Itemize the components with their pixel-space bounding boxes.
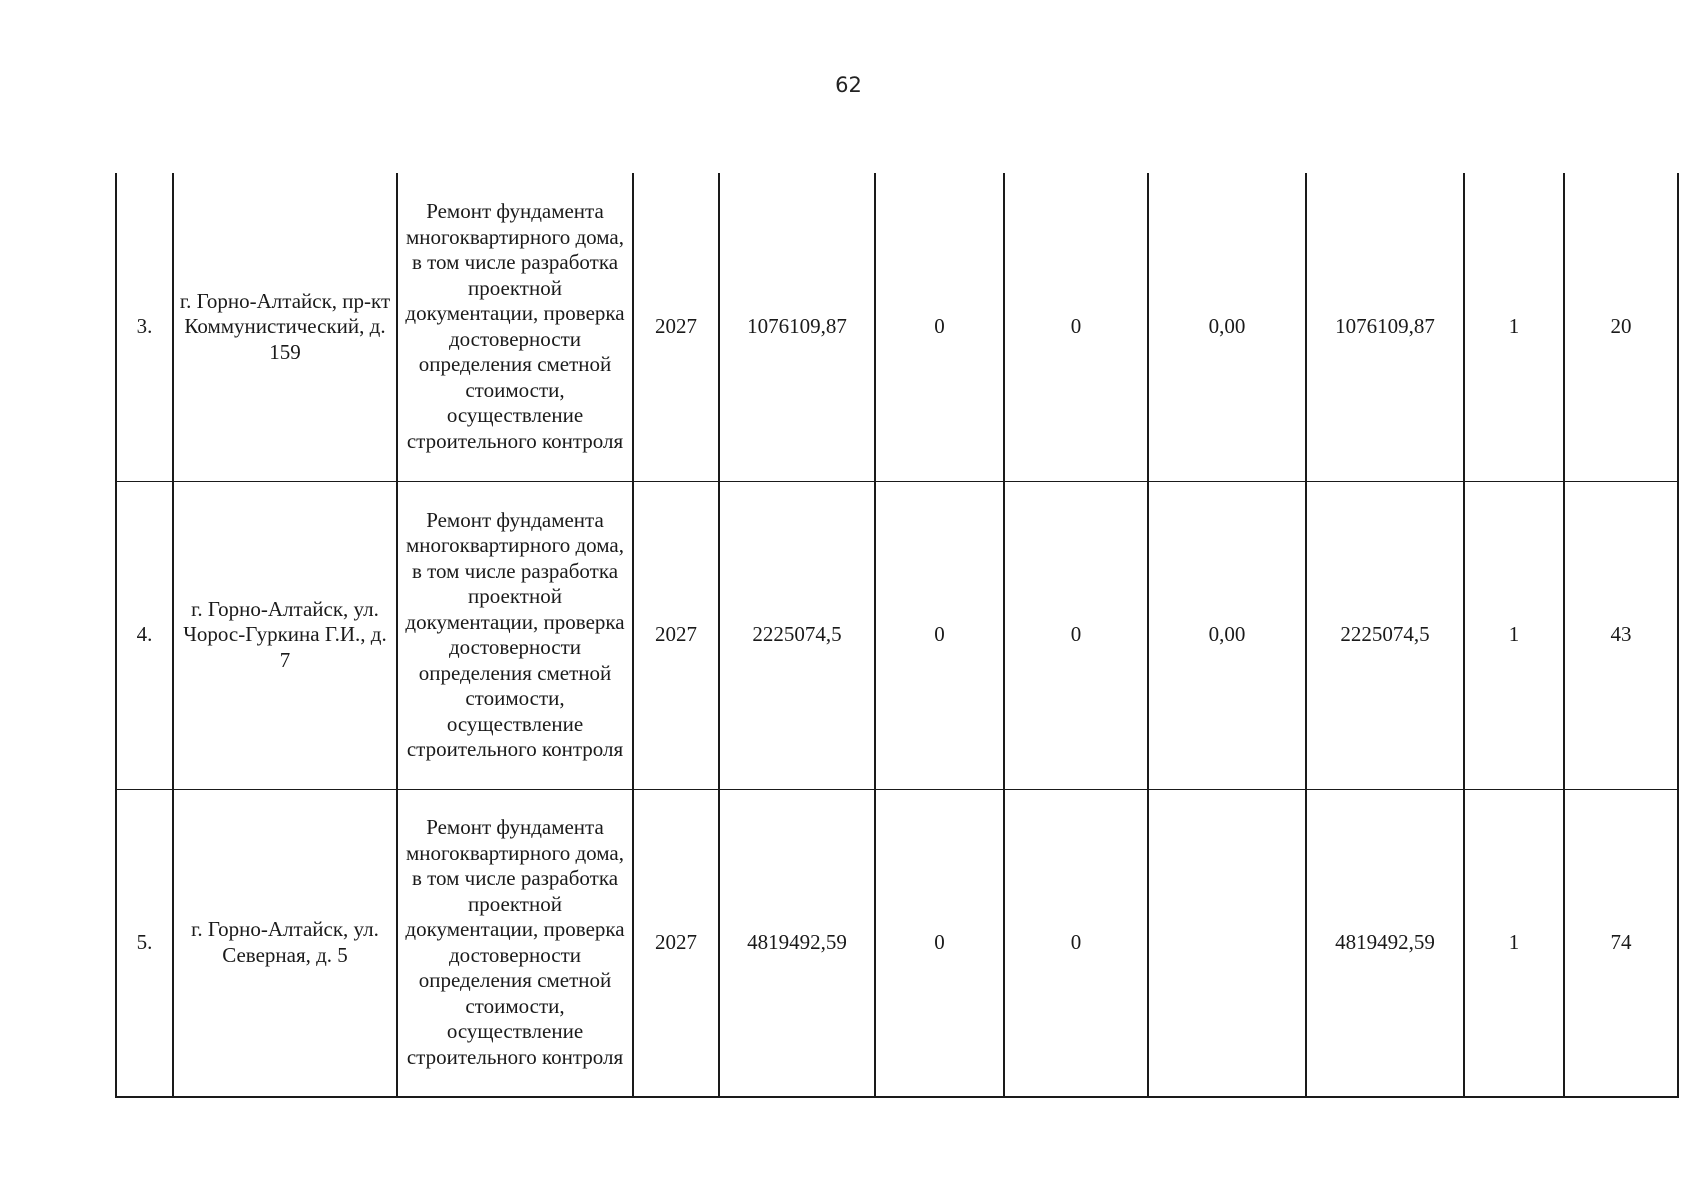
- year-cell: 2027: [633, 173, 719, 481]
- row-number-cell: 4.: [116, 481, 173, 789]
- value-cell: 0: [1004, 481, 1148, 789]
- value-cell: 43: [1564, 481, 1678, 789]
- value-cell: 4819492,59: [1306, 789, 1464, 1097]
- year-cell: 2027: [633, 789, 719, 1097]
- value-cell: 0: [875, 789, 1004, 1097]
- address-cell: г. Горно-Алтайск, ул. Северная, д. 5: [173, 789, 397, 1097]
- value-cell: 0,00: [1148, 173, 1306, 481]
- total-cost-cell: 4819492,59: [719, 789, 875, 1097]
- year-cell: 2027: [633, 481, 719, 789]
- value-cell: 2225074,5: [1306, 481, 1464, 789]
- value-cell: 0: [875, 481, 1004, 789]
- total-cost-cell: 2225074,5: [719, 481, 875, 789]
- value-cell: 0: [875, 173, 1004, 481]
- table-row: [116, 173, 1678, 481]
- table-row: [116, 481, 1678, 789]
- value-cell: 0: [1004, 173, 1148, 481]
- value-cell: 0: [1004, 789, 1148, 1097]
- address-cell: г. Горно-Алтайск, ул. Чорос-Гуркина Г.И., д. 7: [173, 481, 397, 789]
- row-number-cell: 5.: [116, 789, 173, 1097]
- value-cell: 20: [1564, 173, 1678, 481]
- work-type-cell: Ремонт фундамента многоквартирного дома, в том числе разработка проектной документации, проверка достоверности определения сметной стоимости, осуществление строительного контроля: [397, 481, 633, 789]
- table-row: [116, 789, 1678, 1097]
- value-cell: 1: [1464, 481, 1564, 789]
- page-number: 62: [835, 73, 862, 97]
- work-type-cell: Ремонт фундамента многоквартирного дома, в том числе разработка проектной документации, проверка достоверности определения сметной стоимости, осуществление строительного контроля: [397, 789, 633, 1097]
- value-cell: 1: [1464, 789, 1564, 1097]
- value-cell: 0,00: [1148, 481, 1306, 789]
- work-type-cell: Ремонт фундамента многоквартирного дома, в том числе разработка проектной документации, проверка достоверности определения сметной стоимости, осуществление строительного контроля: [397, 173, 633, 481]
- value-cell: 74: [1564, 789, 1678, 1097]
- address-cell: г. Горно-Алтайск, пр-кт Коммунистический, д. 159: [173, 173, 397, 481]
- value-cell: 1: [1464, 173, 1564, 481]
- value-cell: 1076109,87: [1306, 173, 1464, 481]
- value-cell: [1148, 789, 1306, 1097]
- total-cost-cell: 1076109,87: [719, 173, 875, 481]
- row-number-cell: 3.: [116, 173, 173, 481]
- repair-program-table: [115, 173, 1679, 1098]
